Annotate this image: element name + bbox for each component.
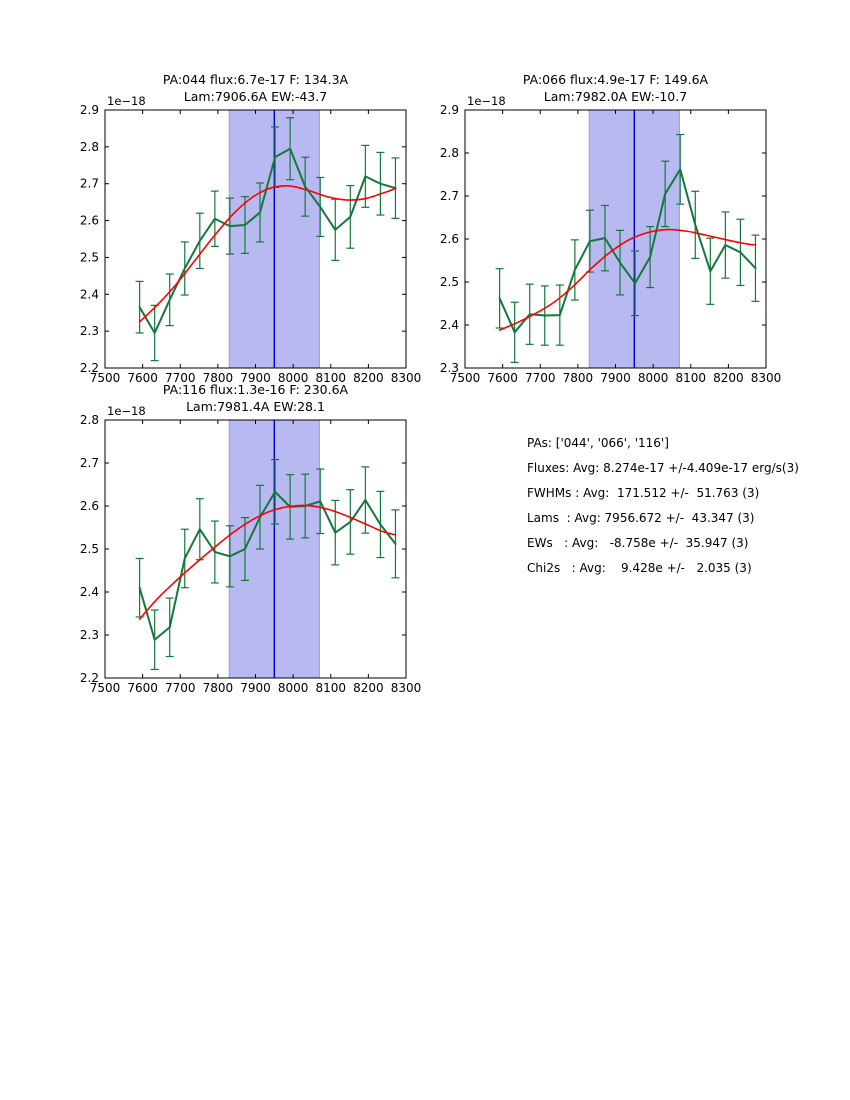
plot-pa044 xyxy=(80,103,421,385)
y-tick-label: 2.9 xyxy=(439,103,459,117)
y-tick-label: 2.7 xyxy=(79,456,99,470)
x-tick-label: 8200 xyxy=(713,371,744,385)
x-tick-label: 7800 xyxy=(562,371,594,385)
x-tick-label: 8000 xyxy=(277,681,309,695)
y-tick-label: 2.3 xyxy=(79,628,99,642)
y-tick-label: 2.8 xyxy=(79,413,99,427)
x-tick-label: 7500 xyxy=(89,681,121,695)
stats-line-pas: PAs: ['044', '066', '116'] xyxy=(527,436,669,450)
plot-pa066-title-line2: Lam:7982.0A EW:-10.7 xyxy=(543,89,688,104)
x-tick-label: 7700 xyxy=(164,371,196,385)
x-tick-label: 7800 xyxy=(202,371,234,385)
y-tick-label: 2.7 xyxy=(79,176,99,191)
plot-pa116 xyxy=(80,413,421,695)
x-tick-label: 7600 xyxy=(487,371,518,385)
plot-pa044-y-offset-label: 1e−18 xyxy=(107,94,146,108)
x-tick-label: 7600 xyxy=(127,681,158,695)
plot-pa066-title-line1: PA:066 flux:4.9e-17 F: 149.6A xyxy=(522,72,709,87)
x-tick-label: 7500 xyxy=(449,371,481,385)
y-tick-label: 2.3 xyxy=(439,361,459,375)
x-tick-label: 7900 xyxy=(240,371,271,385)
y-tick-label: 2.8 xyxy=(439,146,459,160)
y-tick-label: 2.5 xyxy=(79,542,99,556)
y-tick-label: 2.5 xyxy=(79,250,99,265)
plot-pa116-title-line2: Lam:7981.4A EW:28.1 xyxy=(186,399,325,414)
stats-line-chi2s: Chi2s : Avg: 9.428e +/- 2.035 (3) xyxy=(527,561,752,575)
x-tick-label: 8000 xyxy=(277,371,309,385)
x-tick-label: 8100 xyxy=(675,371,707,385)
y-tick-label: 2.3 xyxy=(79,324,99,339)
x-tick-label: 7800 xyxy=(202,681,234,695)
x-tick-label: 8300 xyxy=(390,681,422,695)
y-tick-label: 2.9 xyxy=(79,103,99,117)
x-tick-label: 8100 xyxy=(315,681,347,695)
y-tick-label: 2.4 xyxy=(439,318,459,332)
y-tick-label: 2.4 xyxy=(79,287,99,302)
x-tick-label: 8300 xyxy=(390,371,422,385)
y-tick-label: 2.7 xyxy=(439,189,459,203)
x-tick-label: 7900 xyxy=(600,371,631,385)
plot-pa044-title-line2: Lam:7906.6A EW:-43.7 xyxy=(183,89,328,104)
x-tick-label: 7700 xyxy=(524,371,556,385)
y-tick-label: 2.6 xyxy=(439,232,459,246)
stats-line-ews: EWs : Avg: -8.758e +/- 35.947 (3) xyxy=(527,536,749,550)
x-tick-label: 8300 xyxy=(750,371,782,385)
y-tick-label: 2.5 xyxy=(439,275,459,289)
x-tick-label: 7700 xyxy=(164,681,196,695)
y-tick-label: 2.4 xyxy=(79,585,99,599)
y-tick-label: 2.6 xyxy=(79,213,99,228)
x-tick-label: 7600 xyxy=(127,371,158,385)
stats-line-fluxes: Fluxes: Avg: 8.274e-17 +/-4.409e-17 erg/s(3) xyxy=(527,461,799,475)
stats-line-lams: Lams : Avg: 7956.672 +/- 43.347 (3) xyxy=(527,511,755,525)
x-tick-label: 7500 xyxy=(89,371,121,385)
y-tick-label: 2.8 xyxy=(79,139,99,154)
plot-pa066 xyxy=(440,103,781,385)
x-tick-label: 8200 xyxy=(353,681,384,695)
plot-pa066-y-offset-label: 1e−18 xyxy=(467,94,506,108)
plot-pa116-title-line1: PA:116 flux:1.3e-16 F: 230.6A xyxy=(162,382,349,397)
y-tick-label: 2.2 xyxy=(79,671,99,685)
y-tick-label: 2.6 xyxy=(79,499,99,513)
stats-line-fwhms: FWHMs : Avg: 171.512 +/- 51.763 (3) xyxy=(527,486,760,500)
y-tick-label: 2.2 xyxy=(79,361,99,375)
x-tick-label: 7900 xyxy=(240,681,271,695)
x-tick-label: 8200 xyxy=(353,371,384,385)
plot-pa116-y-offset-label: 1e−18 xyxy=(107,404,146,418)
x-tick-label: 8000 xyxy=(637,371,669,385)
x-tick-label: 8100 xyxy=(315,371,347,385)
plot-pa044-title-line1: PA:044 flux:6.7e-17 F: 134.3A xyxy=(162,72,349,87)
